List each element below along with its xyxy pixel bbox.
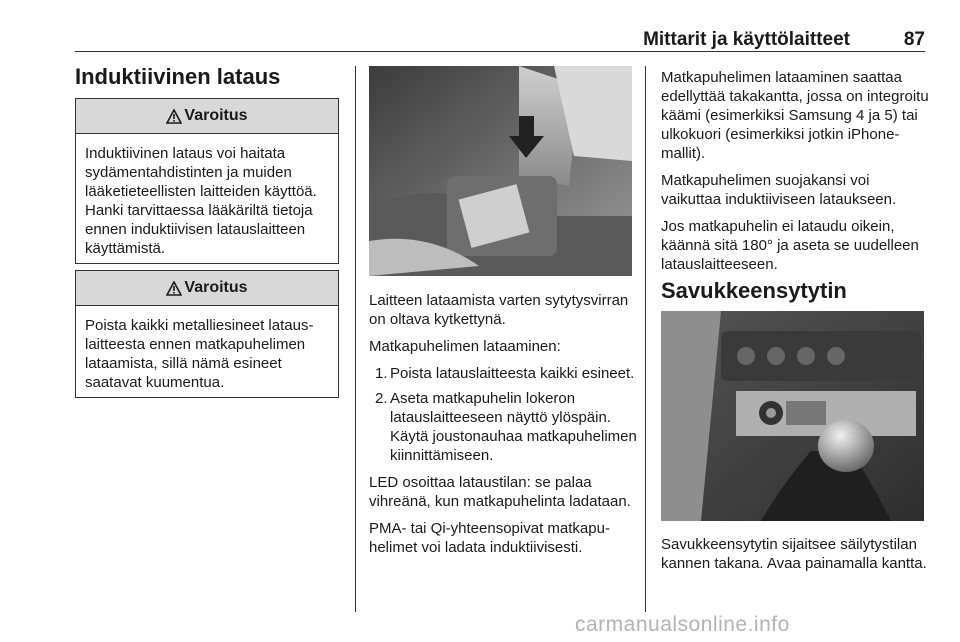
warning-box-1: [75, 98, 339, 264]
steps-list: [369, 364, 641, 465]
middle-column-text: [369, 291, 641, 565]
watermark: carmanualsonline.info: [575, 613, 790, 636]
step-number: 2.: [375, 390, 388, 407]
paragraph: Savukkeensytytin sijaitsee säilytystilan kannen takana. Avaa painamalla kantta.: [661, 536, 927, 572]
section-title-inductive-charging: Induktiivinen lataus: [75, 64, 281, 89]
warning-header: [76, 271, 338, 306]
list-item: [369, 364, 641, 383]
charging-tray-photo: [369, 66, 632, 276]
right-column-text-bottom: [661, 535, 931, 581]
warning-text: Induktiivinen lataus voi haitata sydämentahdistinten ja muiden lääketieteellisten laitteiden käyttöä. Hanki tarvittaessa lääkäriltä tietoja ennen induktiivisen latauslaitteen käyttämistä.: [85, 145, 317, 257]
paragraph: LED osoittaa lataustilan: se palaa vihreänä, kun matkapuhelinta ladataan.: [369, 474, 631, 510]
warning-header: [76, 99, 338, 134]
page-number: 87: [903, 29, 925, 50]
paragraph: PMA- tai Qi-yhteensopivat matkapuhelimet voi ladata induktiivisesti.: [369, 520, 610, 556]
section-title-cigarette-lighter: Savukkeensytytin: [661, 278, 847, 303]
paragraph: Jos matkapuhelin ei lataudu oikein, käännä sitä 180° ja aseta se uudelleen latauslaitteeseen.: [661, 218, 919, 273]
paragraph: Laitteen lataamista varten sytytysvirran on oltava kytkettynä.: [369, 292, 629, 328]
paragraph: Matkapuhelimen lataaminen saattaa edellyttää takakantta, jossa on integroitu käämi (esimerkiksi Samsung 4 ja 5) tai ulkokuori (esimerkiksi jotkin iPhone-mallit).: [661, 69, 929, 162]
step-text: Poista latauslaitteesta kaikki esineet.: [390, 365, 635, 382]
column-divider-right: [645, 66, 646, 612]
warning-triangle-icon: [166, 281, 182, 296]
list-item: [369, 389, 641, 465]
right-column-text: [661, 68, 931, 282]
step-number: 1.: [375, 365, 388, 382]
warning-label: Varoitus: [184, 107, 248, 124]
warning-box-2: [75, 270, 339, 398]
cigarette-lighter-photo: [661, 311, 924, 521]
page-header: [75, 29, 925, 52]
warning-label: Varoitus: [184, 279, 248, 296]
warning-triangle-icon: [166, 109, 182, 124]
paragraph: Matkapuhelimen lataaminen:: [369, 338, 561, 355]
paragraph: Matkapuhelimen suojakansi voi vaikuttaa induktiiviseen lataukseen.: [661, 172, 897, 208]
column-divider-left: [355, 66, 356, 612]
step-text: Aseta matkapuhelin lokeron latauslaitteeseen näyttö ylöspäin. Käytä joustonauhaa matkapuhelimen kiinnittämiseen.: [390, 390, 637, 464]
warning-text: Poista kaikki metalliesineet latauslaitteesta ennen matkapuhelimen lataamista, sillä nämä esineet saatavat kuumentua.: [85, 317, 314, 391]
header-title: Mittarit ja käyttölaitteet: [643, 29, 850, 50]
